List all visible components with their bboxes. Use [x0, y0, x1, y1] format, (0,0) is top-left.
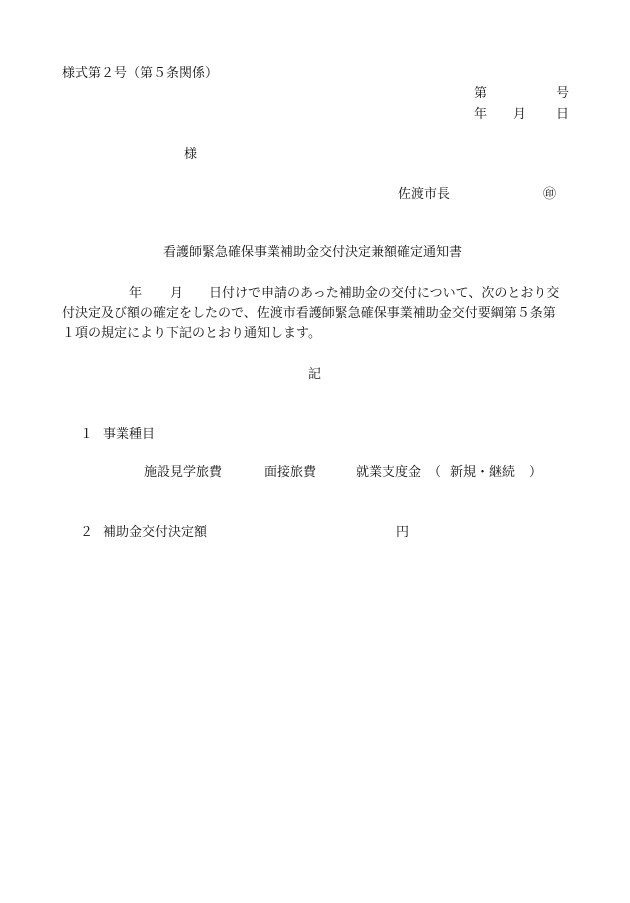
- option-facility-visit-travel: 施設見学旅費: [144, 465, 223, 480]
- section-2-number: ２: [80, 525, 94, 540]
- document-number-suffix: 号: [556, 86, 570, 101]
- form-label: 様式第２号（第５条関係）: [62, 66, 219, 81]
- body-line-1-text: 日付けで申請のあった補助金の交付について、次のとおり交: [209, 286, 560, 301]
- section-1-number: １: [80, 427, 94, 442]
- date-day-label: 日: [556, 107, 570, 122]
- document-number-prefix: 第: [474, 86, 488, 101]
- option-interview-travel: 面接旅費: [264, 465, 317, 480]
- document-title: 看護師緊急確保事業補助金交付決定兼額確定通知書: [163, 245, 463, 260]
- amount-unit: 円: [396, 525, 410, 540]
- body-line-3: １項の規定により下記のとおり通知します。: [62, 326, 321, 341]
- ki-heading: 記: [308, 367, 322, 382]
- body-line-2: 付決定及び額の確定をしたので、佐渡市看護師緊急確保事業補助金交付要綱第５条第: [62, 306, 556, 321]
- sender-name: 佐渡市長: [398, 187, 451, 202]
- section-2-label: 補助金交付決定額: [103, 525, 208, 540]
- section-1-label: 事業種目: [103, 427, 156, 442]
- addressee-honorific: 様: [184, 147, 198, 162]
- paren-open: （: [428, 465, 442, 480]
- body-line-1: [62, 284, 574, 304]
- paren-close: ）: [529, 465, 543, 480]
- date-month-label: 月: [513, 107, 527, 122]
- body-year-label: 年: [129, 286, 143, 301]
- date-year-label: 年: [474, 107, 488, 122]
- seal-mark: ㊞: [543, 187, 557, 202]
- option-employment-preparation: 就業支度金: [356, 465, 422, 480]
- body-paragraph: [62, 284, 574, 344]
- body-month-label: 月: [170, 286, 184, 301]
- sub-option-new-continuing: 新規・継続: [450, 465, 516, 480]
